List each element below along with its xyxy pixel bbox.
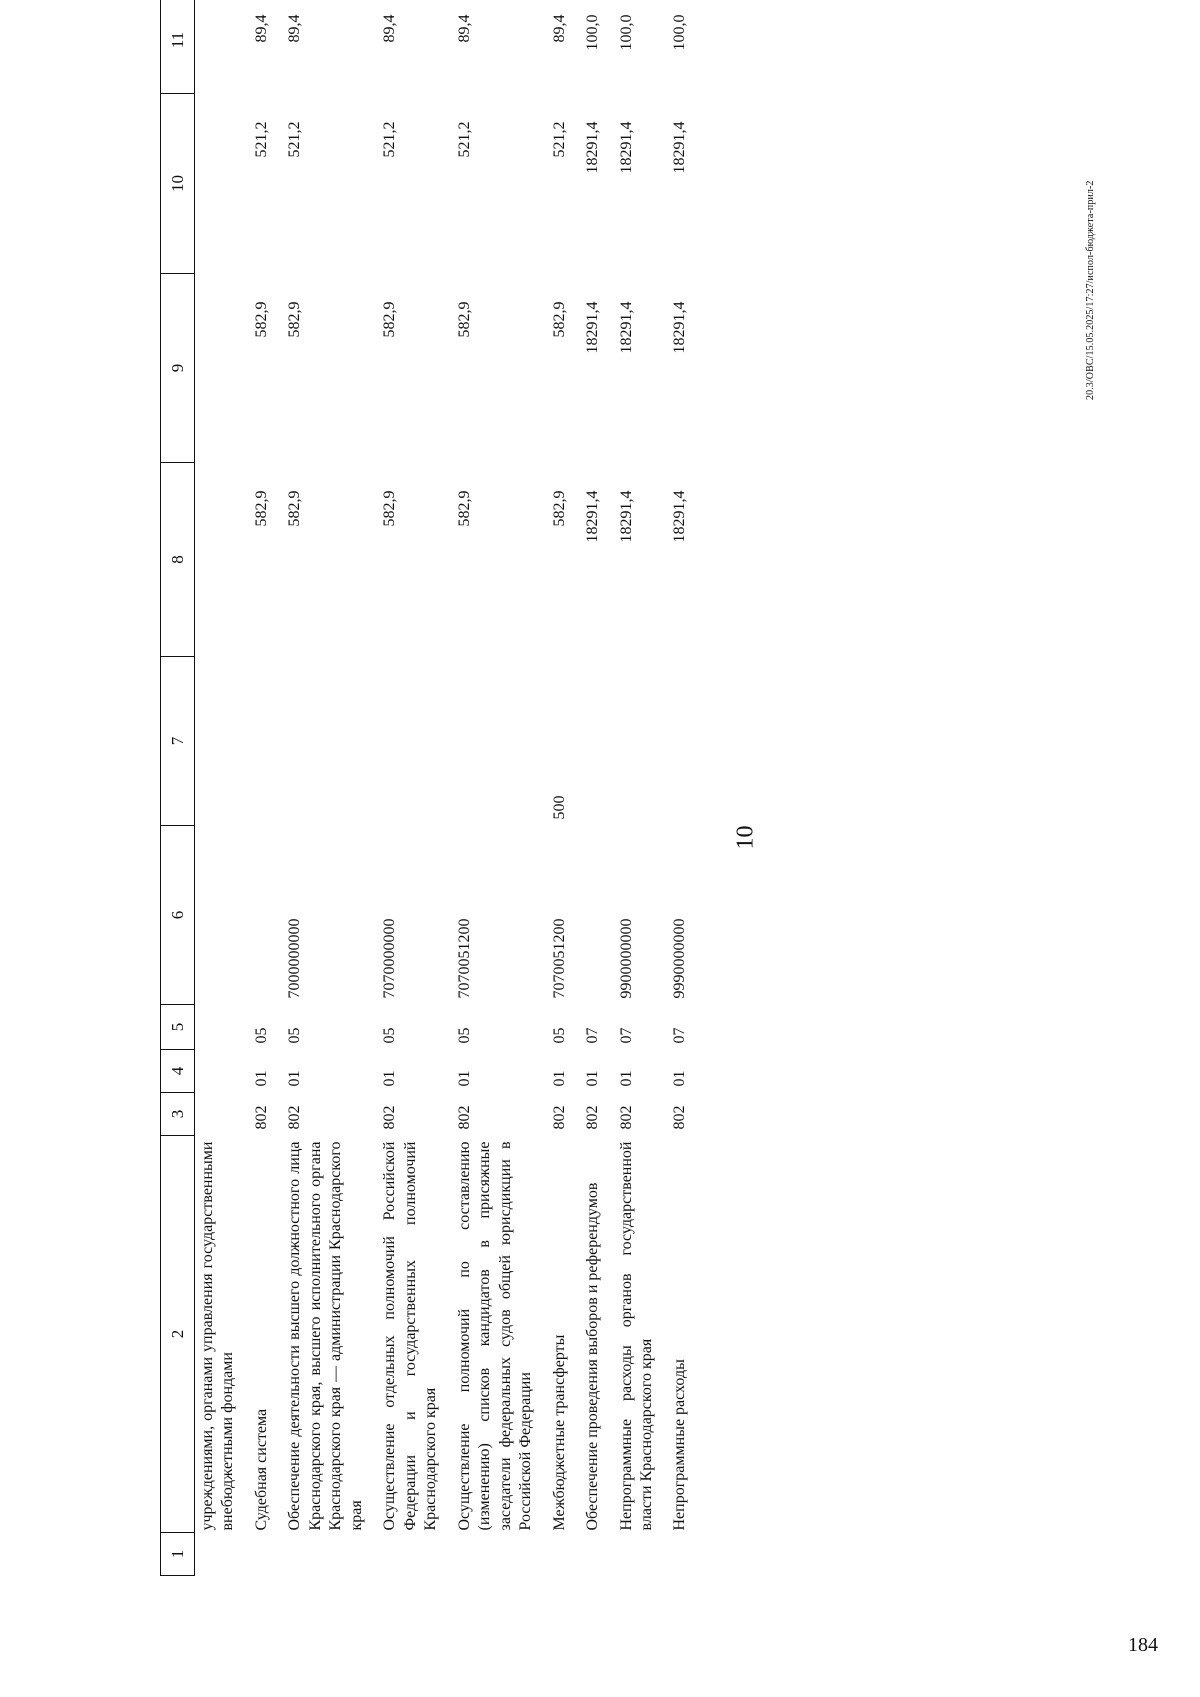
- cell-amount8: [195, 463, 249, 657]
- column-header-1: 1: [161, 1533, 195, 1576]
- cell-amount9: 582,9: [252, 301, 270, 338]
- column-header-2: 2: [161, 1136, 195, 1533]
- cell-col1: [614, 1533, 668, 1576]
- column-header-10: 10: [161, 94, 195, 274]
- cell-code5: 05: [455, 1027, 473, 1044]
- cell-name: Обеспечение проведения выборов и референдумов: [584, 1182, 602, 1531]
- cell-amount8: 582,9: [252, 490, 270, 527]
- cell-amount9: 582,9: [286, 301, 304, 338]
- cell-amount10: 521,2: [286, 121, 304, 158]
- cell-code7: [667, 657, 700, 826]
- cell-code5: 05: [550, 1027, 568, 1044]
- cell-name: Обеспечение деятельности высшего должностного лица Краснодарского края, высшего исполнительного органа Краснодарского края — администрации Краснодарского края: [286, 1141, 365, 1531]
- cell-code7: 500: [550, 795, 568, 820]
- cell-amount10: 18291,4: [617, 121, 635, 174]
- cell-amount8: 582,9: [550, 490, 568, 527]
- cell-percent11: 100,0: [617, 14, 635, 51]
- table-row: [377, 0, 451, 1576]
- budget-table: [160, 0, 701, 1576]
- column-header-9: 9: [161, 274, 195, 463]
- cell-code4: [195, 1050, 249, 1093]
- cell-code7: [614, 657, 668, 826]
- cell-code3: 802: [617, 1105, 635, 1130]
- table-header-row: [161, 0, 195, 1576]
- cell-code4: 01: [286, 1070, 304, 1087]
- budget-table-rotated: [160, 14, 1080, 1576]
- cell-code5: 05: [381, 1027, 399, 1044]
- cell-code7: [452, 657, 547, 826]
- cell-code5: [195, 1005, 249, 1050]
- table-row: [452, 0, 547, 1576]
- cell-code6: 7070051200: [455, 918, 473, 999]
- cell-amount10: 521,2: [455, 121, 473, 158]
- cell-name: Осуществление полномочий по составлению (изменению) списков кандидатов в присяжные заседатели федеральных судов общей юрисдикции в Российской Федерации: [455, 1141, 535, 1531]
- cell-amount10: 521,2: [381, 121, 399, 158]
- cell-name: учреждениями, органами управления государственными внебюджетными фондами: [199, 1141, 237, 1531]
- cell-name: Непрограммные расходы органов государственной власти Краснодарского края: [617, 1141, 655, 1531]
- cell-code5: 07: [671, 1027, 689, 1044]
- column-header-8: 8: [161, 463, 195, 657]
- cell-amount10: 521,2: [550, 121, 568, 158]
- page-number-top: 10: [732, 825, 759, 850]
- cell-code7: [580, 657, 613, 826]
- cell-code7: [249, 657, 282, 826]
- table-row: [547, 0, 580, 1576]
- cell-col1: [282, 1533, 377, 1576]
- cell-col1: [377, 1533, 451, 1576]
- cell-amount9: 18291,4: [584, 301, 602, 354]
- cell-col1: [580, 1533, 613, 1576]
- column-header-4: 4: [161, 1050, 195, 1093]
- cell-col1: [547, 1533, 580, 1576]
- cell-amount9: 582,9: [455, 301, 473, 338]
- cell-code7: [282, 657, 377, 826]
- cell-code3: 802: [455, 1105, 473, 1130]
- cell-code4: 01: [252, 1070, 270, 1087]
- cell-code4: 01: [455, 1070, 473, 1087]
- cell-code4: 01: [584, 1070, 602, 1087]
- cell-name: Межбюджетные трансферты: [550, 1334, 568, 1531]
- cell-code5: 05: [252, 1027, 270, 1044]
- cell-col1: [249, 1533, 282, 1576]
- cell-percent11: 89,4: [286, 14, 304, 43]
- cell-amount8: 18291,4: [584, 490, 602, 543]
- cell-amount10: [195, 94, 249, 274]
- cell-code4: 01: [381, 1070, 399, 1087]
- cell-col1: [667, 1533, 700, 1576]
- cell-percent11: 89,4: [381, 14, 399, 43]
- cell-amount8: 18291,4: [617, 490, 635, 543]
- cell-amount8: 582,9: [455, 490, 473, 527]
- cell-percent11: 89,4: [455, 14, 473, 43]
- cell-name: Осуществление отдельных полномочий Российской Федерации и государственных полномочий Краснодарского края: [381, 1141, 440, 1531]
- cell-amount8: 18291,4: [671, 490, 689, 543]
- cell-percent11: 89,4: [550, 14, 568, 43]
- cell-code6: 7070051200: [550, 918, 568, 999]
- table-row: [667, 0, 700, 1576]
- cell-code6: 7070000000: [381, 918, 399, 999]
- cell-code7: [195, 657, 249, 826]
- cell-percent11: 89,4: [252, 14, 270, 43]
- cell-code3: 802: [381, 1105, 399, 1130]
- cell-amount8: 582,9: [286, 490, 304, 527]
- cell-percent11: 100,0: [584, 14, 602, 51]
- cell-code6: 9990000000: [671, 918, 689, 999]
- cell-amount8: 582,9: [381, 490, 399, 527]
- cell-code6: [580, 826, 613, 1005]
- cell-code4: 01: [671, 1070, 689, 1087]
- cell-code3: 802: [584, 1105, 602, 1130]
- cell-amount9: 582,9: [381, 301, 399, 338]
- cell-col1: [195, 1533, 249, 1576]
- cell-name: Судебная система: [252, 1408, 270, 1531]
- cell-code3: 802: [550, 1105, 568, 1130]
- table-row: [580, 0, 613, 1576]
- table-row: [195, 0, 249, 1576]
- cell-code5: 07: [584, 1027, 602, 1044]
- cell-amount10: 18291,4: [671, 121, 689, 174]
- cell-percent11: 100,0: [671, 14, 689, 51]
- cell-percent11: [195, 0, 249, 94]
- cell-code6: [249, 826, 282, 1005]
- column-header-5: 5: [161, 1005, 195, 1050]
- column-header-11: 11: [161, 0, 195, 94]
- cell-code7: [377, 657, 451, 826]
- cell-code3: [195, 1093, 249, 1136]
- cell-code5: 07: [617, 1027, 635, 1044]
- document-footer-code: 20.3/ОВС/15.05.2025/17:27/испол-бюджета-прил-2: [1085, 180, 1096, 400]
- cell-amount9: [195, 274, 249, 463]
- cell-code3: 802: [286, 1105, 304, 1130]
- cell-code6: 7000000000: [286, 918, 304, 999]
- cell-code6: 9900000000: [617, 918, 635, 999]
- column-header-3: 3: [161, 1093, 195, 1136]
- cell-code4: 01: [617, 1070, 635, 1087]
- cell-code4: 01: [550, 1070, 568, 1087]
- column-header-6: 6: [161, 826, 195, 1005]
- cell-name: Непрограммные расходы: [671, 1359, 689, 1531]
- cell-amount9: 582,9: [550, 301, 568, 338]
- cell-code3: 802: [671, 1105, 689, 1130]
- table-row: [614, 0, 668, 1576]
- cell-col1: [452, 1533, 547, 1576]
- cell-amount10: 521,2: [252, 121, 270, 158]
- cell-amount9: 18291,4: [671, 301, 689, 354]
- cell-code5: 05: [286, 1027, 304, 1044]
- column-header-7: 7: [161, 657, 195, 826]
- cell-amount10: 18291,4: [584, 121, 602, 174]
- page-number-bottom: 184: [1128, 1634, 1158, 1656]
- table-row: [282, 0, 377, 1576]
- cell-code6: [195, 826, 249, 1005]
- cell-amount9: 18291,4: [617, 301, 635, 354]
- cell-code3: 802: [252, 1105, 270, 1130]
- table-row: [249, 0, 282, 1576]
